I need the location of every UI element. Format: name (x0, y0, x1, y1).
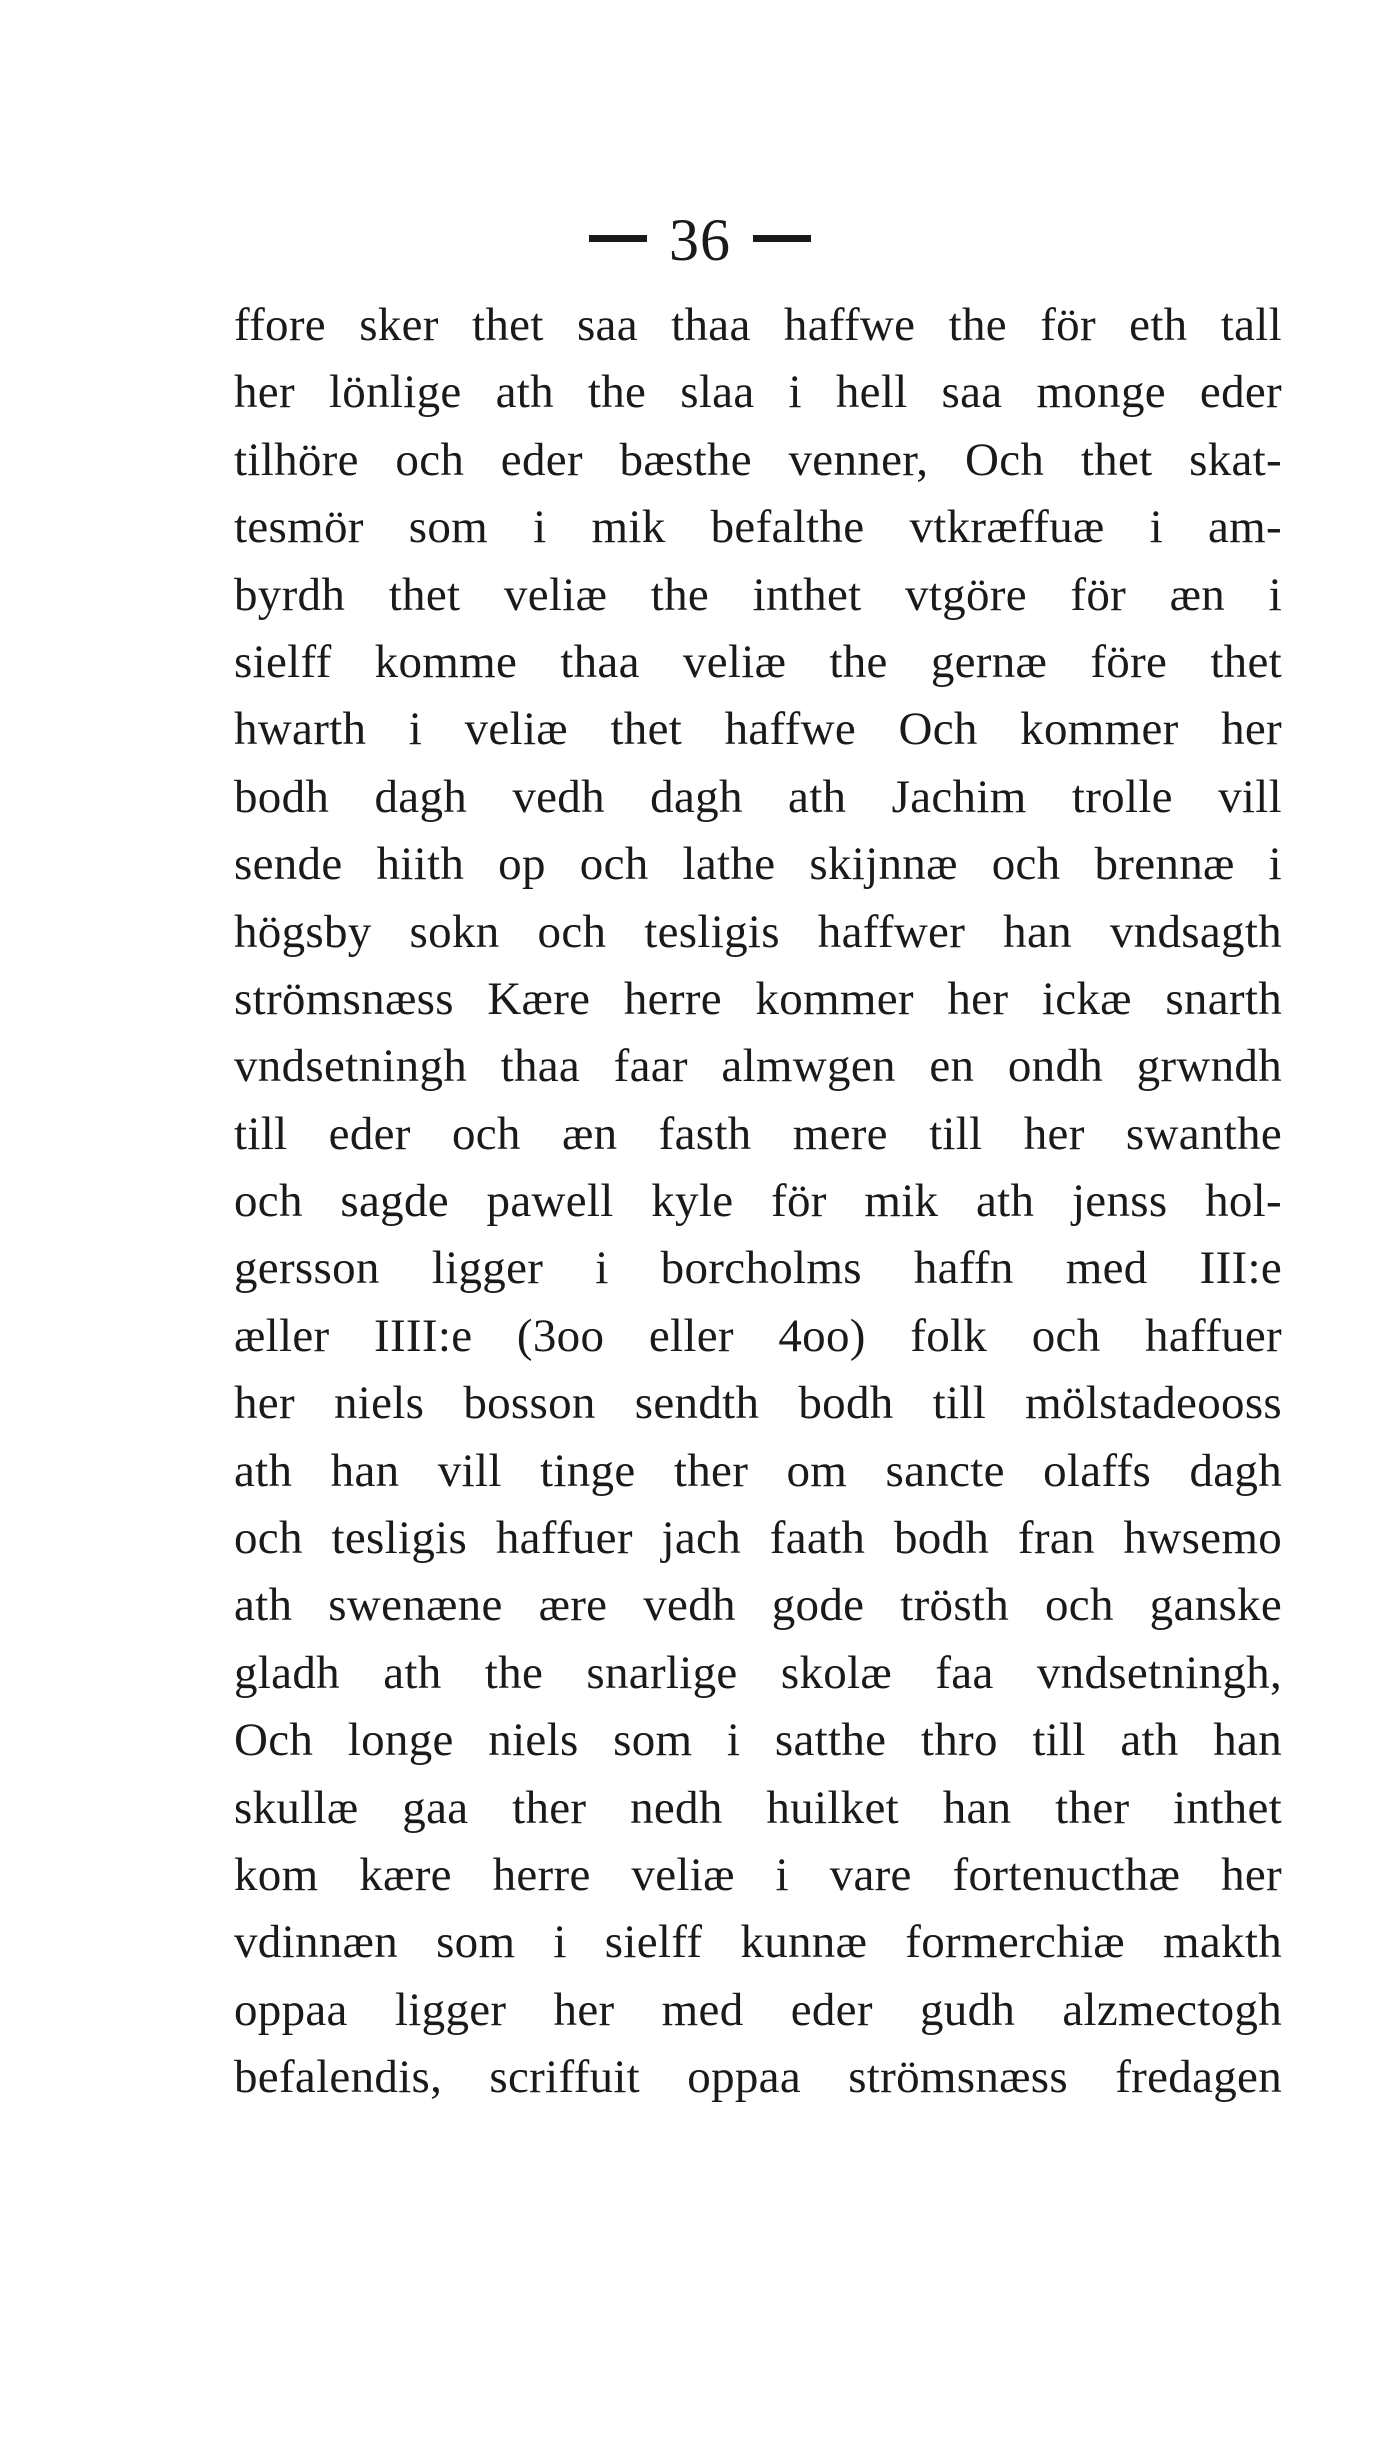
page-number: 36 (669, 207, 731, 274)
text-line: ath swenæne ære vedh gode trösth och ganske (234, 1579, 1282, 1632)
text-line: tilhöre och eder bæsthe venner, Och thet skat- (234, 433, 1282, 486)
page-header (0, 198, 1400, 276)
header-dash-left (589, 235, 647, 242)
text-line: vdinnæn som i sielff kunnæ formerchiæ makth (234, 1916, 1282, 1969)
text-line: och tesligis haffuer jach faath bodh fran hwsemo (234, 1512, 1282, 1565)
text-line: till eder och æn fasth mere till her swanthe (234, 1107, 1282, 1160)
header-dash-right (753, 235, 811, 242)
text-line: gersson ligger i borcholms haffn med III:e (234, 1242, 1282, 1295)
body-text (234, 292, 1282, 2112)
text-line: strömsnæss Kære herre kommer her ickæ snarth (234, 972, 1282, 1025)
text-line: gladh ath the snarlige skolæ faa vndsetningh, (234, 1646, 1282, 1699)
text-line: vndsetningh thaa faar almwgen en ondh grwndh (234, 1040, 1282, 1093)
text-line: skullæ gaa ther nedh huilket han ther inthet (234, 1781, 1282, 1834)
text-line: bodh dagh vedh dagh ath Jachim trolle vill (234, 770, 1282, 823)
text-line: Och longe niels som i satthe thro till ath han (234, 1714, 1282, 1767)
text-line: byrdh thet veliæ the inthet vtgöre för æn i (234, 568, 1282, 621)
text-line: sielff komme thaa veliæ the gernæ före thet (234, 635, 1282, 688)
text-line: ffore sker thet saa thaa haffwe the för eth tall (234, 299, 1282, 351)
text-line: æller IIII:e (3oo eller 4oo) folk och haffuer (234, 1309, 1282, 1362)
text-line: kom kære herre veliæ i vare fortenucthæ her (234, 1848, 1282, 1901)
text-line: ath han vill tinge ther om sancte olaffs dagh (234, 1444, 1282, 1497)
text-line: och sagde pawell kyle för mik ath jenss hol- (234, 1175, 1282, 1228)
text-line: befalendis, scriffuit oppaa strömsnæss fredagen (234, 2051, 1282, 2104)
text-line: hwarth i veliæ thet haffwe Och kommer her (234, 703, 1282, 756)
text-line: tesmör som i mik befalthe vtkræffuæ i am- (234, 501, 1282, 554)
text-line: sende hiith op och lathe skijnnæ och brennæ i (234, 838, 1282, 891)
text-line: her niels bosson sendth bodh till mölstadeooss (234, 1377, 1282, 1430)
text-line: högsby sokn och tesligis haffwer han vndsagth (234, 905, 1282, 958)
text-line: oppaa ligger her med eder gudh alzmectogh (234, 1983, 1282, 2036)
text-line: her lönlige ath the slaa i hell saa monge eder (234, 366, 1282, 419)
